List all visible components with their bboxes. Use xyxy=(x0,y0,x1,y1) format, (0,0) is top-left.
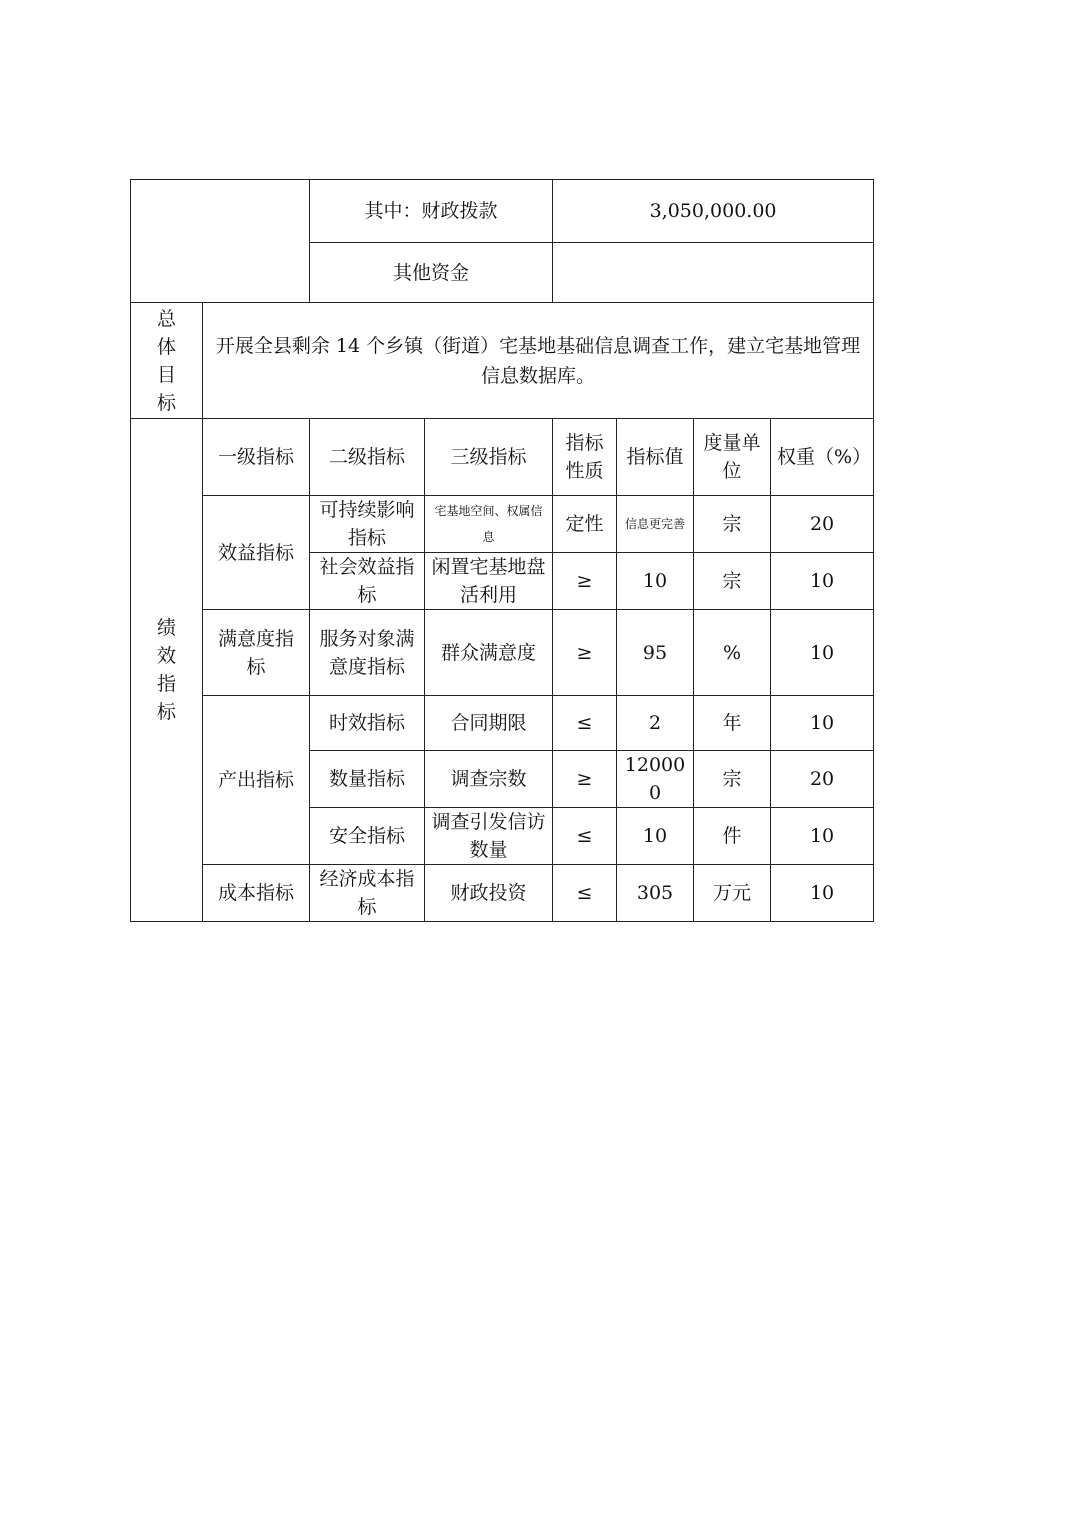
weight-cell: 10 xyxy=(771,865,874,922)
other-funding-label: 其他资金 xyxy=(310,243,553,303)
nature-cell: ≥ xyxy=(553,751,617,808)
budget-performance-table xyxy=(130,179,874,922)
nature-cell: ≥ xyxy=(553,610,617,696)
level1-output: 产出指标 xyxy=(203,696,310,865)
level2-cell: 社会效益指标 xyxy=(310,553,425,610)
funding-blank-cell xyxy=(131,180,310,303)
overall-goal-label xyxy=(131,303,203,419)
level2-cell: 数量指标 xyxy=(310,751,425,808)
weight-cell: 10 xyxy=(771,553,874,610)
header-value: 指标值 xyxy=(617,419,694,496)
level2-cell: 可持续影响指标 xyxy=(310,496,425,553)
weight-cell: 10 xyxy=(771,696,874,751)
performance-label-char: 指 xyxy=(156,673,176,695)
header-weight: 权重（%） xyxy=(771,419,874,496)
overall-goal-row xyxy=(131,303,874,419)
level2-cell: 经济成本指标 xyxy=(310,865,425,922)
value-cell: 10 xyxy=(617,553,694,610)
level3-cell: 合同期限 xyxy=(425,696,553,751)
other-funding-amount xyxy=(553,243,874,303)
unit-cell: 宗 xyxy=(694,496,771,553)
header-nature: 指标性质 xyxy=(553,419,617,496)
unit-cell: 万元 xyxy=(694,865,771,922)
nature-cell: ≤ xyxy=(553,808,617,865)
nature-cell: ≤ xyxy=(553,696,617,751)
value-cell: 95 xyxy=(617,610,694,696)
level3-cell: 宅基地空间、权属信息 xyxy=(425,496,553,553)
nature-cell: ≤ xyxy=(553,865,617,922)
unit-cell: 宗 xyxy=(694,751,771,808)
fiscal-funding-row xyxy=(131,180,874,243)
table-row xyxy=(131,610,874,696)
level3-cell: 闲置宅基地盘活利用 xyxy=(425,553,553,610)
weight-cell: 10 xyxy=(771,808,874,865)
level1-cost: 成本指标 xyxy=(203,865,310,922)
performance-label-char: 绩 xyxy=(156,617,176,639)
level2-cell: 安全指标 xyxy=(310,808,425,865)
fiscal-funding-amount: 3,050,000.00 xyxy=(553,180,874,243)
header-unit: 度量单位 xyxy=(694,419,771,496)
performance-label-char: 效 xyxy=(156,645,176,667)
level2-cell: 时效指标 xyxy=(310,696,425,751)
level1-benefit: 效益指标 xyxy=(203,496,310,610)
goal-label-char: 目 xyxy=(156,363,176,386)
fiscal-funding-label: 其中：财政拨款 xyxy=(310,180,553,243)
value-cell: 10 xyxy=(617,808,694,865)
value-cell: 120000 xyxy=(617,751,694,808)
indicator-header-row xyxy=(131,419,874,496)
goal-label-char: 体 xyxy=(156,335,176,358)
unit-cell: % xyxy=(694,610,771,696)
nature-cell: 定性 xyxy=(553,496,617,553)
level3-cell: 调查宗数 xyxy=(425,751,553,808)
overall-goal-text: 开展全县剩余 14 个乡镇（街道）宅基地基础信息调查工作，建立宅基地管理信息数据库。 xyxy=(203,303,874,419)
nature-cell: ≥ xyxy=(553,553,617,610)
unit-cell: 宗 xyxy=(694,553,771,610)
weight-cell: 20 xyxy=(771,496,874,553)
header-level2: 二级指标 xyxy=(310,419,425,496)
level1-satisfaction: 满意度指标 xyxy=(203,610,310,696)
header-level3: 三级指标 xyxy=(425,419,553,496)
weight-cell: 20 xyxy=(771,751,874,808)
level3-cell: 调查引发信访数量 xyxy=(425,808,553,865)
performance-indicator-label xyxy=(131,419,203,922)
value-cell: 信息更完善 xyxy=(617,496,694,553)
table-row xyxy=(131,865,874,922)
level3-cell: 群众满意度 xyxy=(425,610,553,696)
level3-cell: 财政投资 xyxy=(425,865,553,922)
level2-cell: 服务对象满意度指标 xyxy=(310,610,425,696)
value-cell: 305 xyxy=(617,865,694,922)
goal-label-char: 总 xyxy=(156,307,176,330)
value-cell: 2 xyxy=(617,696,694,751)
goal-label-char: 标 xyxy=(156,391,176,414)
performance-label-char: 标 xyxy=(156,701,176,723)
unit-cell: 件 xyxy=(694,808,771,865)
table-row xyxy=(131,696,874,751)
weight-cell: 10 xyxy=(771,610,874,696)
header-level1: 一级指标 xyxy=(203,419,310,496)
unit-cell: 年 xyxy=(694,696,771,751)
table-row xyxy=(131,496,874,553)
